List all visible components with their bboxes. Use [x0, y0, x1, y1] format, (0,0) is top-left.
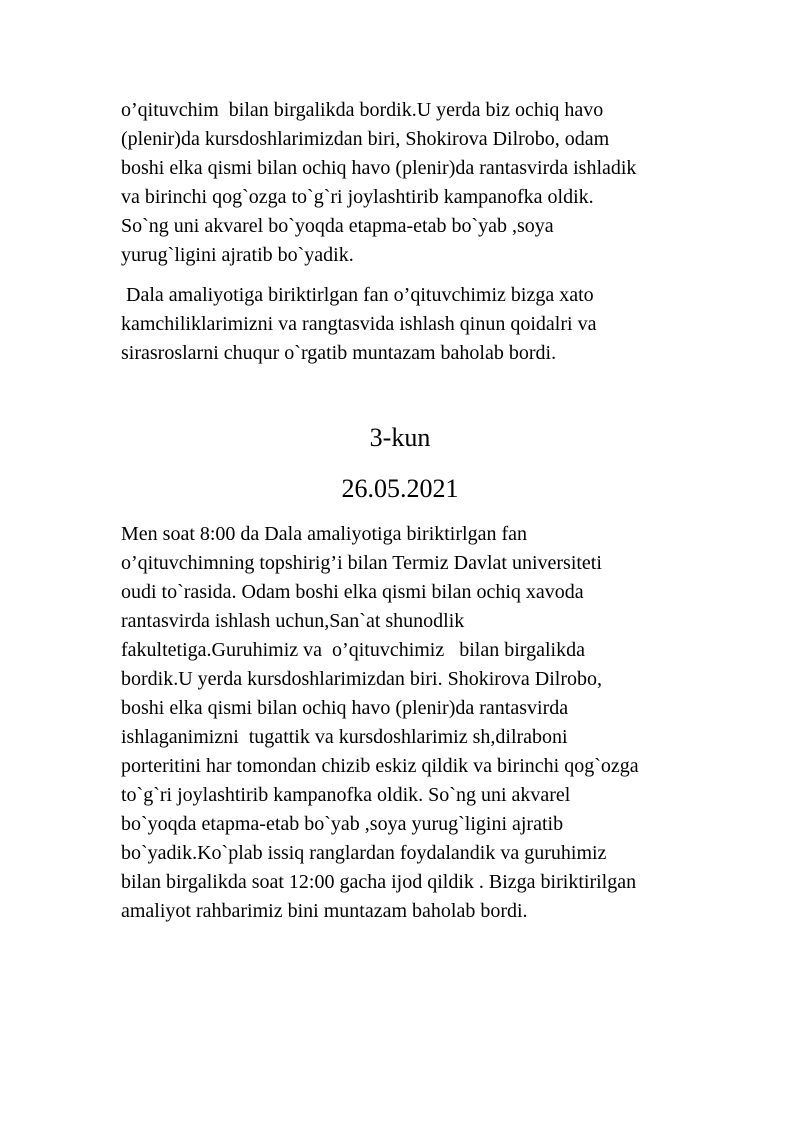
paragraph-line: porteritini har tomondan chizib eskiz qildik va birinchi qog`ozga — [121, 755, 639, 777]
paragraph-line: bilan birgalikda soat 12:00 gacha ijod qildik . Bizga biriktirilgan — [121, 871, 637, 893]
paragraph-line: sirasroslarni chuqur o`rgatib muntazam baholab bordi. — [121, 342, 557, 364]
paragraph-line: ishlaganimizni tugattik va kursdoshlarimiz sh,dilraboni — [121, 726, 568, 748]
paragraph-line: So`ng uni akvarel bo`yoqda etapma-etab bo`yab ,soya — [121, 215, 554, 237]
paragraph-line: kamchiliklarimizni va rangtasvida ishlash qinun qoidalri va — [121, 313, 597, 335]
day-date: 26.05.2021 — [341, 474, 459, 503]
paragraph-line: o’qituvchim bilan birgalikda bordik.U yerda biz ochiq havo — [121, 99, 604, 121]
paragraph-continuation — [121, 96, 691, 270]
paragraph-line: boshi elka qismi bilan ochiq havo (plenir)da rantasvirda ishladik — [121, 157, 637, 179]
paragraph-day-report — [121, 520, 691, 926]
paragraph-line: fakultetiga.Guruhimiz va o’qituvchimiz bilan birgalikda — [121, 639, 585, 661]
day-heading: 3-kun — [369, 423, 431, 452]
paragraph-line: Men soat 8:00 da Dala amaliyotiga biriktirlgan fan — [121, 523, 527, 545]
paragraph-teacher-feedback — [121, 281, 691, 368]
paragraph-line: o’qituvchimning topshirig’i bilan Termiz Davlat universiteti — [121, 552, 602, 574]
paragraph-line: rantasvirda ishlash uchun,San`at shunodlik — [121, 610, 465, 632]
paragraph-line: to`g`ri joylashtirib kampanofka oldik. So`ng uni akvarel — [121, 784, 571, 806]
paragraph-line: (plenir)da kursdoshlarimizdan biri, Shokirova Dilrobo, odam — [121, 128, 610, 150]
paragraph-line: oudi to`rasida. Odam boshi elka qismi bilan ochiq xavoda — [121, 581, 584, 603]
paragraph-line: amaliyot rahbarimiz bini muntazam baholab bordi. — [121, 900, 528, 922]
paragraph-line: va birinchi qog`ozga to`g`ri joylashtirib kampanofka oldik. — [121, 186, 594, 208]
paragraph-line: boshi elka qismi bilan ochiq havo (plenir)da rantasvirda — [121, 697, 569, 719]
paragraph-line: bo`yadik.Ko`plab issiq ranglardan foydalandik va guruhimiz — [121, 842, 607, 864]
paragraph-line: bo`yoqda etapma-etab bo`yab ,soya yurug`ligini ajratib — [121, 813, 564, 835]
paragraph-line: bordik.U yerda kursdoshlarimizdan biri. Shokirova Dilrobo, — [121, 668, 603, 690]
paragraph-line: Dala amaliyotiga biriktirlgan fan o’qituvchimiz bizga xato — [121, 284, 594, 306]
paragraph-line: yurug`ligini ajratib bo`yadik. — [121, 244, 354, 266]
